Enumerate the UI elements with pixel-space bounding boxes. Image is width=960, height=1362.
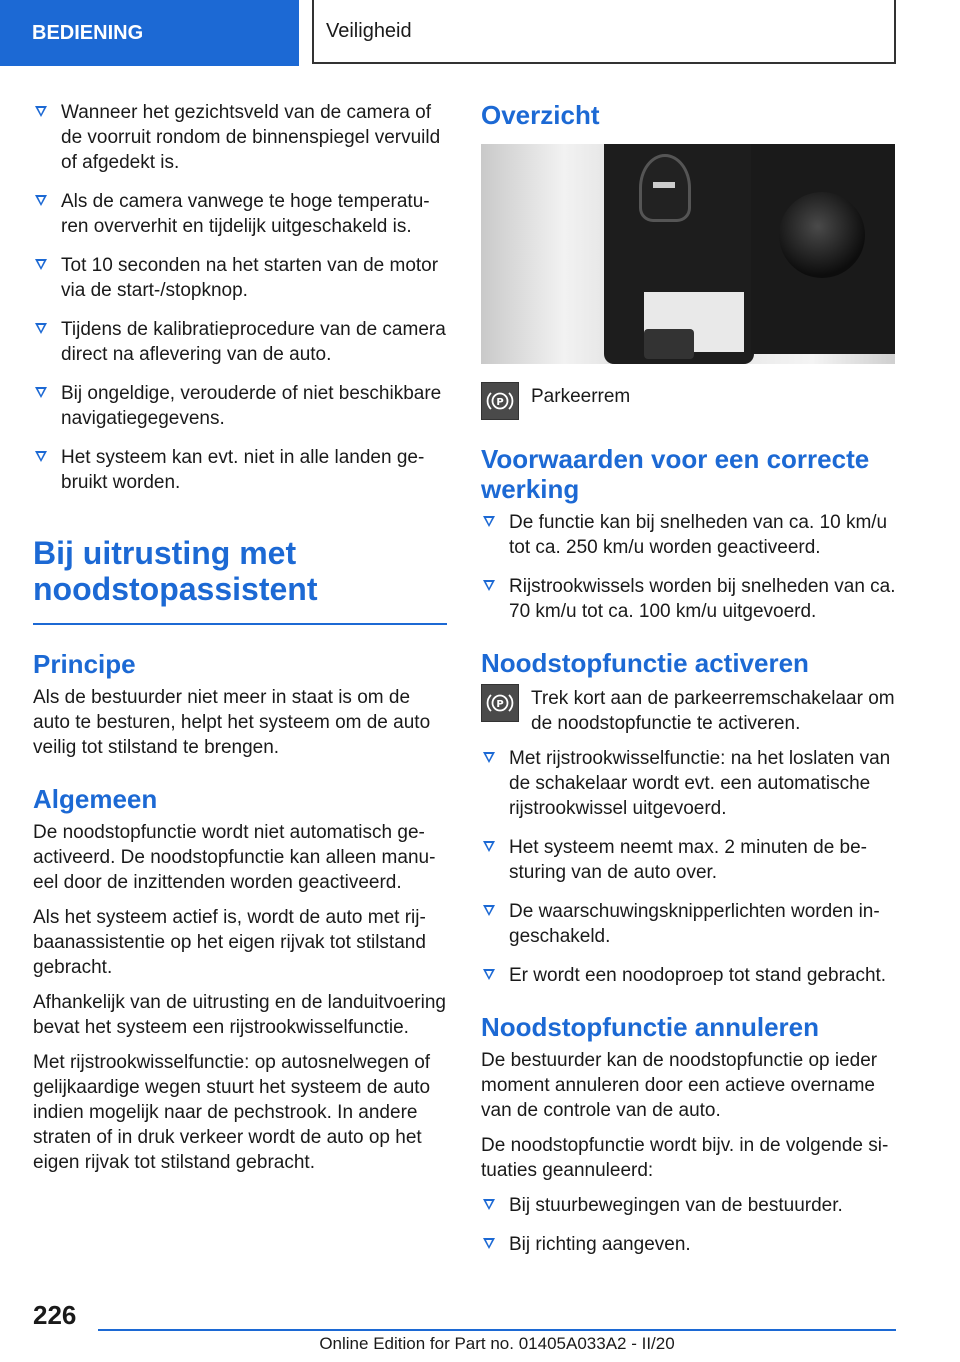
triangle-bullet-icon <box>483 1238 495 1249</box>
list-item: Bij ongeldige, verouderde of niet beschikbare navigatiegegevens. <box>33 381 447 431</box>
triangle-bullet-icon <box>483 516 495 527</box>
paragraph: De noodstopfunctie wordt bijv. in de volgende si‐tuaties geannuleerd: <box>481 1135 889 1181</box>
annuleren-list <box>481 1193 897 1257</box>
triangle-bullet-icon <box>483 969 495 980</box>
list-item: Rijstrookwissels worden bij snelheden van ca. 70 km/u tot ca. 100 km/u uitgevoerd. <box>481 574 897 624</box>
list-item: Met rijstrookwisselfunctie: na het loslaten van de schakelaar wordt evt. een automatische rijstrookwissel uitgevoerd. <box>481 746 897 821</box>
paragraph: Als het systeem actief is, wordt de auto met rij‐baanassistentie op het eigen rijvak tot stilstand gebracht. <box>33 907 426 978</box>
triangle-bullet-icon <box>483 752 495 763</box>
center-console-photo <box>481 144 895 364</box>
section-tab: BEDIENING <box>0 0 299 66</box>
triangle-bullet-icon <box>483 841 495 852</box>
principe-heading: Principe <box>33 649 136 679</box>
camera-limits-list <box>33 100 447 495</box>
triangle-bullet-icon <box>483 580 495 591</box>
voorwaarden-heading: Voorwaarden voor een correcte werking <box>481 444 870 504</box>
algemeen-heading: Algemeen <box>33 784 158 814</box>
list-item: Bij richting aangeven. <box>481 1232 897 1257</box>
footer-divider <box>98 1329 896 1331</box>
list-item: Tijdens de kalibratieprocedure van de camera direct na aflevering van de auto. <box>33 317 447 367</box>
gear-selector <box>639 154 691 222</box>
triangle-bullet-icon <box>35 451 47 462</box>
voorwaarden-list <box>481 510 897 624</box>
activeren-text: Trek kort aan de parkeerremschakelaar om de noodstopfunctie te activeren. <box>531 688 895 734</box>
paragraph: De noodstopfunctie wordt niet automatisch ge‐activeerd. De noodstopfunctie kan alleen manu‐eel door de inzittenden worden geactiveerd. <box>33 822 436 893</box>
right-column <box>481 100 897 1271</box>
triangle-bullet-icon <box>483 1199 495 1210</box>
left-column <box>33 100 447 1185</box>
list-item: De waarschuwingsknipperlichten worden in‐geschakeld. <box>481 899 897 949</box>
parking-brake-legend <box>481 382 897 420</box>
paragraph: De bestuurder kan de noodstopfunctie op ieder moment annuleren door een actieve overname van de controle van de auto. <box>481 1050 878 1121</box>
list-item: Als de camera vanwege te hoge temperatu‐ren oververhit en tijdelijk uitgeschakeld is. <box>33 189 447 239</box>
annuleren-heading: Noodstopfunctie annuleren <box>481 1012 819 1042</box>
list-item: Wanneer het gezichtsveld van de camera of de voorruit rondom de binnenspiegel vervuild of afgedekt is. <box>33 100 447 175</box>
chapter-tab: Veiligheid <box>312 0 896 64</box>
overzicht-heading: Overzicht <box>481 100 600 130</box>
list-item: Bij stuurbewegingen van de bestuurder. <box>481 1193 897 1218</box>
parking-brake-icon <box>481 684 519 722</box>
list-item: Het systeem neemt max. 2 minuten de be‐sturing van de auto over. <box>481 835 897 885</box>
page-header <box>0 0 960 70</box>
list-item: De functie kan bij snelheden van ca. 10 km/u tot ca. 250 km/u worden geactiveerd. <box>481 510 897 560</box>
parking-brake-switch <box>644 329 694 359</box>
triangle-bullet-icon <box>483 905 495 916</box>
paragraph: Afhankelijk van de uitrusting en de landuitvoering bevat het systeem een rijstrookwisselfunctie. <box>33 992 446 1038</box>
parking-brake-icon <box>481 382 519 420</box>
page-number: 226 <box>33 1300 77 1330</box>
triangle-bullet-icon <box>35 106 47 117</box>
activeren-list <box>481 746 897 988</box>
list-item: Het systeem kan evt. niet in alle landen ge‐bruikt worden. <box>33 445 447 495</box>
triangle-bullet-icon <box>35 323 47 334</box>
triangle-bullet-icon <box>35 259 47 270</box>
paragraph: Met rijstrookwisselfunctie: op autosnelwegen of gelijkaardige wegen stuurt het systeem de auto indien mogelijk naar de pechstrook. In andere straten of in druk verkeer wordt de auto op het eigen rijvak tot stilstand gebracht. <box>33 1052 431 1173</box>
triangle-bullet-icon <box>35 195 47 206</box>
list-item: Er wordt een noodoproep tot stand gebracht. <box>481 963 897 988</box>
chapter-heading: Bij uitrusting met noodstopassistent <box>33 535 447 625</box>
activeren-instruction <box>481 684 897 736</box>
footer-edition: Online Edition for Part no. 01405A033A2 - II/20 <box>319 1334 675 1353</box>
parking-brake-label: Parkeerrem <box>531 386 631 407</box>
svg-text:P: P <box>496 397 504 408</box>
list-item: Tot 10 seconden na het starten van de motor via de start-/stopknop. <box>33 253 447 303</box>
principe-text: Als de bestuurder niet meer in staat is om de auto te besturen, helpt het systeem om de auto veilig tot stilstand te brengen. <box>33 687 431 758</box>
svg-text:P: P <box>496 699 504 710</box>
triangle-bullet-icon <box>35 387 47 398</box>
activeren-heading: Noodstopfunctie activeren <box>481 648 809 678</box>
